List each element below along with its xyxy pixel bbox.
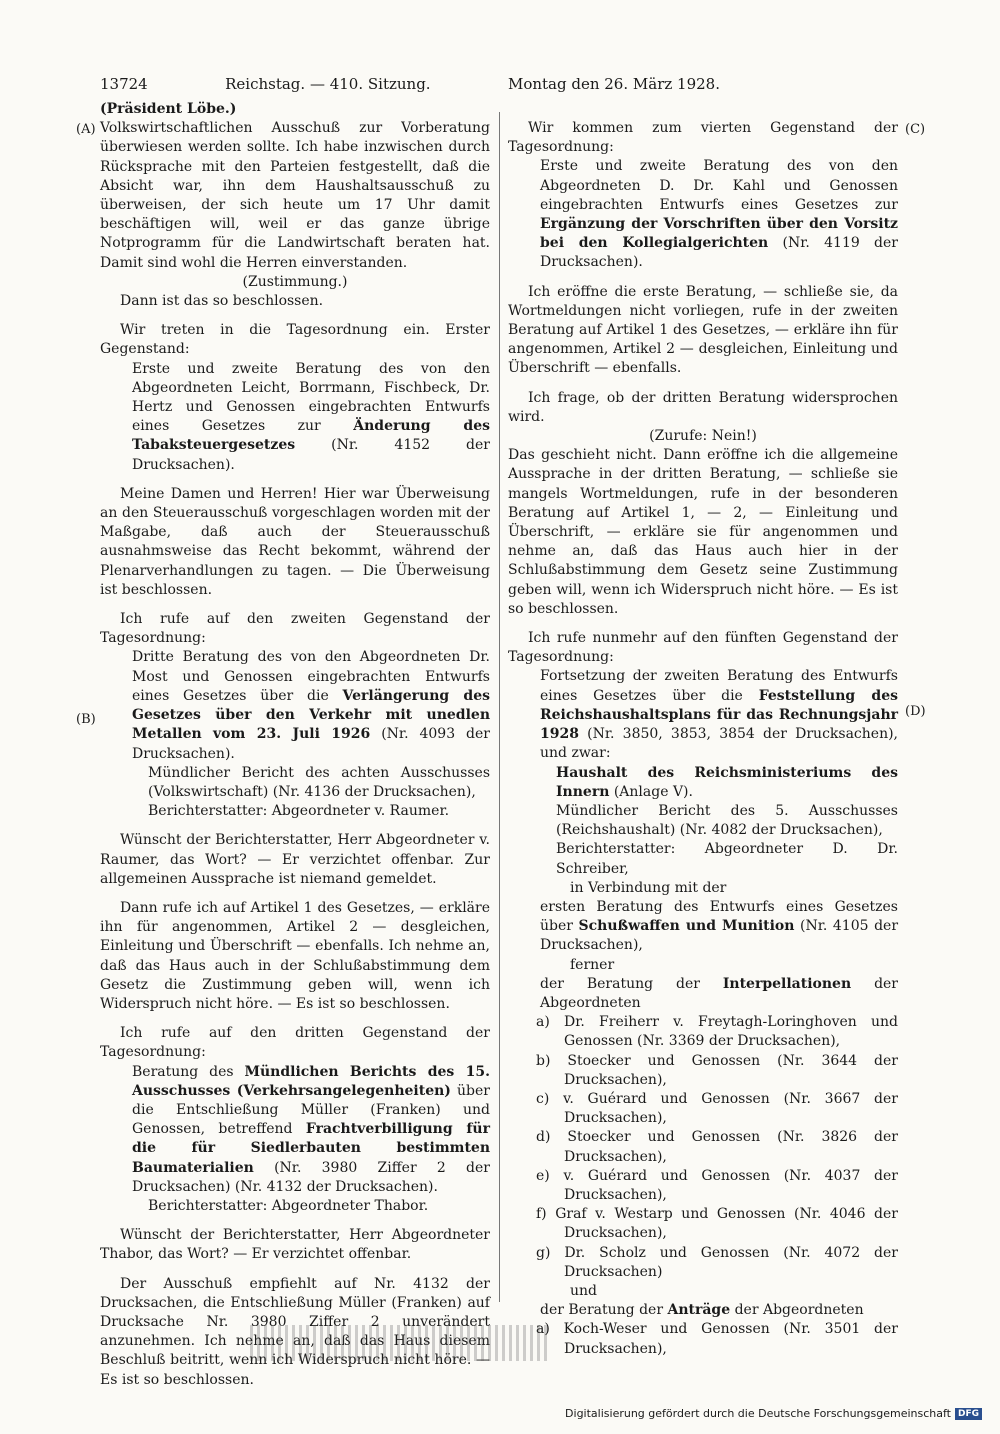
agenda-item-3-title: Mündlichen Berichts des 15. Ausschusses (Verkehrsangelegenheiten) <box>132 1063 490 1099</box>
paragraph: Das geschieht nicht. Dann eröffne ich die allgemeine Aussprache in der dritten Beratung, — schließe sie mangels Wortmeldungen, rufe in der besonderen Beratung auf Artikel 1, — 2, — Einleitung und Überschrift, — erkläre sie für angenommen und nehme an, daß das Haus auch hier in der Schlußabstimmung dem Gesetz seine Zustimmung geben will, wenn ich Widerspruch nicht höre. — Es ist so beschlossen. <box>508 447 898 617</box>
column-divider <box>499 112 500 1302</box>
paragraph: Wir treten in die Tagesordnung ein. Erster Gegenstand: <box>100 322 490 358</box>
margin-marker-d: (D) <box>905 704 926 719</box>
list-item: d) Stoecker und Genossen (Nr. 3826 der Drucksachen), <box>536 1129 898 1165</box>
agenda-item-1: Erste und zweite Beratung des von den Abgeordneten Leicht, Borrmann, Fischbeck, Dr. Hertz und Genossen eingebrachten Entwurfs eines Gesetzes zur Änderung des Tabaksteuergesetzes (Nr. 4152 der Drucksachen). <box>132 360 490 473</box>
margin-marker-a: (A) <box>76 122 96 137</box>
agenda-item-2: Dritte Beratung des von den Abgeordneten Dr. Most und Genossen eingebrachten Entwurfs eines Gesetzes über die Verlängerung des Gesetzes über den Verkehr mit unedlen Metallen vom 23. Juli 1926 (Nr. 4093 der Drucksachen). <box>132 649 490 762</box>
agenda-item-4-title: Ergänzung der Vorschriften über den Vorsitz bei den Kollegialgerichten <box>540 216 898 252</box>
budget-section: Haushalt des Reichsministeriums des Innern (Anlage V). <box>556 764 898 800</box>
agenda-item-3: Beratung des Mündlichen Berichts des 15. Ausschusses (Verkehrsangelegenheiten) über die Entschließung Müller (Franken) und Genossen, betreffend Frachtverbilligung für die für Siedlerbauten bestimmten Baumaterialien (Nr. 3980 Ziffer 2 der Drucksachen) (Nr. 4132 der Drucksachen). <box>132 1063 490 1195</box>
list-item: f) Graf v. Westarp und Genossen (Nr. 4046 der Drucksachen), <box>536 1206 898 1242</box>
list-item: a) Dr. Freiherr v. Freytagh-Loringhoven und Genossen (Nr. 3369 der Drucksachen), <box>536 1014 898 1050</box>
paragraph: Ich frage, ob der dritten Beratung widersprochen wird. <box>508 389 898 425</box>
interjection: (Zurufe: Nein!) <box>649 428 757 445</box>
agenda-item-2-title: Verlängerung des Gesetzes über den Verkehr mit unedlen Metallen vom 23. Juli 1926 <box>132 687 490 743</box>
speaker-label: (Präsident Löbe.) <box>100 101 237 117</box>
paragraph: Wünscht der Berichterstatter, Herr Abgeordneter Thabor, das Wort? — Er verzichtet offenbar. <box>100 1227 490 1263</box>
paragraph: Ich rufe auf den zweiten Gegenstand der Tagesordnung: <box>100 611 490 647</box>
page-footer <box>565 1407 982 1420</box>
scan-artifact <box>250 1325 550 1361</box>
header-date: Montag den 26. März 1928. <box>507 75 720 93</box>
agenda-item-3-subject: Frachtverbilligung für die für Siedlerbauten bestimmten Baumaterialien <box>132 1121 490 1176</box>
paragraph: Volkswirtschaftlichen Ausschuß zur Vorberatung überwiesen werden sollte. Ich habe inzwischen durch Rücksprache mit den Parteien festgestellt, daß die Absicht war, ihn dem Haushaltsausschuß zu überweisen, der sich heute um 17 Uhr damit beschäftigen will, weil er das ganze übrige Notprogramm für die Landwirtschaft beraten hat. Damit sind wohl die Herren einverstanden. <box>100 120 490 271</box>
paragraph: Wir kommen zum vierten Gegenstand der Tagesordnung: <box>508 120 898 156</box>
agenda-subitem: der Beratung der Interpellationen der Abgeordneten <box>540 975 899 1011</box>
rapporteur-line: Berichterstatter: Abgeordneter D. Dr. Schreiber, <box>556 841 898 877</box>
paragraph: Dann ist das so beschlossen. <box>120 293 324 310</box>
header-session: Reichstag. — 410. Sitzung. <box>225 75 431 93</box>
agenda-item-5-title: Feststellung des Reichshaushaltsplans für das Rechnungsjahr 1928 <box>540 687 898 743</box>
left-column <box>100 100 490 1390</box>
funding-note: Digitalisierung gefördert durch die Deutsche Forschungsgemeinschaft <box>565 1407 951 1420</box>
connector-line: und <box>570 1282 597 1299</box>
right-column <box>508 119 898 1359</box>
dfg-logo-icon: DFG <box>955 1408 982 1420</box>
paragraph: Ich rufe auf den dritten Gegenstand der Tagesordnung: <box>100 1025 490 1061</box>
paragraph: Meine Damen und Herren! Hier war Überweisung an den Steuerausschuß vorgeschlagen worden mit der Maßgabe, daß auch der Steuerausschuß ausnahmsweise das Recht bekommt, während der Plenarverhandlungen zu tagen. — Die Überweisung ist beschlossen. <box>100 485 490 598</box>
page-header <box>100 75 720 93</box>
interjection: (Zustimmung.) <box>242 273 348 290</box>
agenda-item-5: Fortsetzung der zweiten Beratung des Entwurfs eines Gesetzes über die Feststellung des Reichshaushaltsplans für das Rechnungsjahr 1928 (Nr. 3850, 3853, 3854 der Drucksachen), und zwar: <box>540 668 898 762</box>
paragraph: Ich eröffne die erste Beratung, — schließe sie, da Wortmeldungen nicht vorliegen, rufe in der zweiten Beratung auf Artikel 1 des Gesetzes, — erkläre ihn für angenommen, Artikel 2 — desgleichen, Einleitung und Überschrift — ebenfalls. <box>508 283 898 377</box>
agenda-item-4: Erste und zweite Beratung des von den Abgeordneten D. Dr. Kahl und Genossen eingebrachten Entwurfs eines Gesetzes zur Ergänzung der Vorschriften über den Vorsitz bei den Kollegialgerichten (Nr. 4119 der Drucksachen). <box>540 158 898 271</box>
list-item: e) v. Guérard und Genossen (Nr. 4037 der Drucksachen), <box>536 1167 898 1203</box>
margin-marker-b: (B) <box>76 712 96 727</box>
rapporteur-line: Berichterstatter: Abgeordneter Thabor. <box>148 1197 429 1214</box>
paragraph: Wünscht der Berichterstatter, Herr Abgeordneter v. Raumer, das Wort? — Er verzichtet offenbar. Zur allgemeinen Aussprache ist niemand gemeldet. <box>100 832 490 887</box>
paragraph: Ich rufe nunmehr auf den fünften Gegenstand der Tagesordnung: <box>508 630 898 666</box>
agenda-subitem: der Beratung der Anträge der Abgeordneten <box>540 1302 864 1319</box>
margin-marker-c: (C) <box>905 122 926 137</box>
paragraph: Dann rufe ich auf Artikel 1 des Gesetzes, — erkläre ihn für angenommen, Artikel 2 — desgleichen, Einleitung und Überschrift — ebenfalls. Ich nehme an, daß das Haus auch in der Schlußabstimmung dem Gesetz die Zustimmung geben will, wenn ich Widerspruch nicht höre. — Es ist so beschlossen. <box>100 899 490 1012</box>
list-item: a) Koch-Weser und Genossen (Nr. 3501 der Drucksachen), <box>536 1321 898 1357</box>
page-number: 13724 <box>100 75 148 93</box>
rapporteur-line: Berichterstatter: Abgeordneter v. Raumer. <box>148 803 450 820</box>
connector-line: ferner <box>570 956 615 973</box>
agenda-item-1-title: Änderung des Tabaksteuergesetzes <box>132 418 490 454</box>
list-item: c) v. Guérard und Genossen (Nr. 3667 der Drucksachen), <box>536 1090 898 1127</box>
list-item: b) Stoecker und Genossen (Nr. 3644 der Drucksachen), <box>536 1052 898 1088</box>
list-item: g) Dr. Scholz und Genossen (Nr. 4072 der Drucksachen) <box>536 1244 898 1280</box>
paragraph: Der Ausschuß empfiehlt auf Nr. 4132 der Drucksachen, die Entschließung Müller (Franken) auf Drucksache Nr. 3980 Ziffer 2 unverändert anzunehmen. Ich nehme an, daß das Haus diesem Beschluß beitritt, wenn ich Widerspruch nicht höre. — Es ist so beschlossen. <box>100 1275 490 1388</box>
agenda-subitem: ersten Beratung des Entwurfs eines Gesetzes über Schußwaffen und Munition (Nr. 4105 der Drucksachen), <box>540 898 899 954</box>
report-line: Mündlicher Bericht des achten Ausschusses (Volkswirtschaft) (Nr. 4136 der Drucksachen), <box>148 764 490 800</box>
report-line: Mündlicher Bericht des 5. Ausschusses (Reichshaushalt) (Nr. 4082 der Drucksachen), <box>556 802 898 839</box>
connector-line: in Verbindung mit der <box>570 879 727 896</box>
